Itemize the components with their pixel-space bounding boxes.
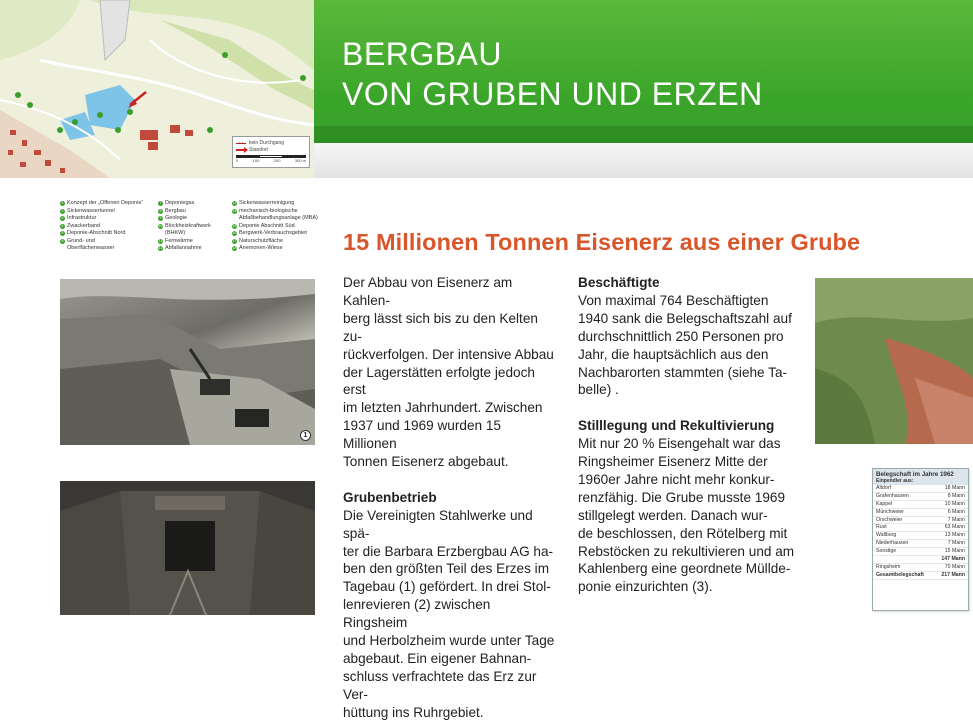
cell-text: Grafenhausen (876, 492, 909, 499)
section-heading: Stilllegung und Rekultivierung (578, 418, 775, 434)
body-line: Die Vereinigten Stahlwerke und spä- (343, 507, 533, 541)
map-key-number-badge: 13 (232, 201, 237, 205)
body-line: stillgelegt werden. Danach wur- (578, 507, 768, 523)
map-key-number-badge: 1 (61, 201, 64, 205)
cell-text: Infrastruktur (67, 215, 97, 221)
map-key-item (60, 215, 155, 223)
body-line: im letzten Jahrhundert. Zwischen (343, 400, 543, 416)
location-arrow-icon (236, 149, 246, 151)
cell-text: 147 Mann (941, 556, 965, 563)
body-line: Von maximal 764 Beschäftigten (578, 292, 769, 308)
body-line: Der Abbau von Eisenerz am Kahlen- (343, 275, 513, 308)
map-key-item (232, 200, 322, 208)
section-heading: Beschäftigte (578, 275, 660, 290)
photo-number-badge: 1 (300, 430, 311, 441)
subtotal-row (873, 556, 968, 564)
map-key-item (60, 238, 155, 246)
body-line: berg lässt sich bis zu den Kelten zu- (343, 310, 538, 344)
cell-text: Abfallannahme (165, 245, 202, 251)
open-pit-photo (60, 279, 315, 445)
banner-stripe (314, 126, 973, 143)
cell-text: Sickerwasserreinigung (239, 200, 295, 206)
cell-text: 8 Mann (947, 492, 965, 499)
map-key-number-badge: 15 (232, 223, 237, 228)
page-title-line-2: VON GRUBEN UND ERZEN (342, 76, 763, 112)
map-key-item (158, 215, 230, 223)
map-key-item (232, 208, 322, 216)
body-line: Jahr, die hauptsächlich aus den (578, 346, 769, 362)
body-line: schluss verfrachtete das Erz zur Ver- (343, 668, 537, 702)
map-key-item (158, 208, 230, 216)
cell-text: 7 Mann (947, 516, 965, 523)
title-banner (314, 0, 973, 143)
scale-label: 300 m (294, 158, 306, 163)
cell-text: Deponie Abschnitt Süd (239, 222, 295, 229)
banner-shadow (314, 143, 973, 178)
body-line: abgebaut. Ein eigener Bahnan- (343, 651, 532, 667)
cell-text: Zwackerband (67, 222, 101, 229)
body-line: 1937 und 1969 wurden 15 Millionen (343, 418, 501, 452)
body-line: rückverfolgen. Der intensive Abbau (343, 346, 554, 362)
map-key-number-badge: 12 (158, 246, 163, 250)
body-line: Rebstöcken zu rekultivieren und am (578, 543, 795, 559)
cell-text: Blockheizkraftwerk (165, 222, 211, 229)
map-key-item (158, 200, 230, 208)
map-key-number-badge: 7 (159, 201, 162, 205)
site-map (0, 0, 314, 178)
body-line: 1960er Jahre nicht mehr konkur- (578, 471, 775, 487)
map-key-item (60, 223, 155, 231)
map-key-number-badge: 17 (232, 238, 237, 243)
article-headline: 15 Millionen Tonnen Eisenerz aus einer Grube (343, 229, 861, 255)
text-column-left (343, 274, 558, 722)
total-row (873, 572, 968, 580)
cell-text: Sickerwassertunnel (67, 207, 115, 214)
map-key-item (158, 238, 230, 246)
aerial-landfill-photo (815, 278, 973, 444)
body-line: und Herbolzheim wurde unter Tage (343, 633, 555, 649)
body-line: belle) . (578, 382, 619, 398)
map-key (60, 200, 320, 260)
body-line: renzfähig. Die Grube musste 1969 (578, 489, 786, 505)
text-column-right (578, 274, 796, 596)
map-key-item (232, 215, 322, 223)
cell-text: Altdorf (876, 485, 891, 491)
cell-text: 15 Mann (944, 548, 965, 555)
table-row (873, 501, 968, 509)
map-key-column-2 (158, 200, 230, 253)
map-key-item (60, 230, 155, 238)
body-line: ben den größten Teil des Erzes im (343, 561, 550, 577)
cell-text: 13 Mann (944, 532, 965, 539)
section-heading: Grubenbetrieb (343, 489, 437, 505)
map-key-number-badge: 14 (232, 208, 237, 213)
map-key-item (158, 230, 230, 238)
table-row (873, 564, 968, 572)
map-key-number-badge: 6 (61, 238, 64, 243)
cell-text: Naturschutzfläche (239, 237, 284, 244)
scale-label: 100 (252, 158, 260, 163)
body-line: Kahlenberg eine geordnete Mülldе- (578, 561, 791, 577)
table-row (873, 509, 968, 517)
cell-text: Rust (876, 524, 887, 531)
table-row (873, 485, 968, 493)
cell-text: Gesamtbelegschaft (876, 571, 924, 578)
scale-label: 0 (236, 158, 239, 163)
cell-text: Niederhausen (876, 540, 909, 547)
cell-text: (BHKW) (165, 230, 186, 236)
page-title-line-1: BERGBAU (342, 36, 502, 72)
tunnel-photo (60, 481, 315, 615)
body-line: Ringsheimer Eisenerz Mitte der (578, 454, 768, 470)
cell-text: Deponie-Abschnitt Nord (67, 230, 126, 236)
cell-text: Bergwerk-Verbrauchsgebiet (239, 230, 307, 236)
body-line: ter die Barbara Erzbergbau AG ha- (343, 543, 554, 559)
table-row (873, 532, 968, 540)
map-key-item (60, 200, 155, 208)
cell-text: Oberflächenwasser (67, 245, 115, 251)
cell-text: 10 Mann (944, 500, 965, 507)
map-key-column-3 (232, 200, 322, 253)
table-row (873, 548, 968, 556)
map-key-item (232, 230, 322, 238)
staff-table-subtitle: Einpendler aus: (876, 478, 914, 484)
scale-label: 200 (273, 158, 281, 163)
map-key-column-1 (60, 200, 155, 253)
cell-text: Sonstige (876, 548, 897, 555)
scale-labels (236, 158, 306, 163)
cell-text: Wallburg (876, 532, 897, 539)
cell-text: Ringsheim (876, 563, 901, 570)
map-key-item (158, 245, 230, 253)
map-key-number-badge: 4 (61, 223, 64, 228)
map-key-number-badge: 2 (61, 208, 64, 213)
body-line: ponie einzurichten (3). (578, 579, 713, 595)
cell-text: Abfallbehandlungsanlage (MBA) (239, 215, 318, 221)
cell-text: Kappel (876, 500, 893, 507)
cell-text: 6 Mann (947, 508, 965, 515)
body-line: 1940 sank die Belegschaftszahl auf (578, 310, 792, 326)
cell-text: 18 Mann (944, 485, 965, 491)
cell-text: Fernwärme (165, 237, 193, 244)
staff-table-title: Belegschaft im Jahre 1962 (876, 471, 954, 478)
body-line: durchschnittlich 250 Personen pro (578, 328, 784, 344)
map-legend (232, 136, 310, 168)
cell-text: Grund- und (67, 237, 95, 244)
map-key-number-badge: 11 (158, 238, 163, 243)
map-key-item (232, 245, 322, 253)
legend-location: Standort (249, 146, 268, 153)
map-key-number-badge: 18 (232, 246, 237, 250)
map-key-number-badge: 8 (159, 208, 162, 213)
cell-text: Orschweier (876, 516, 903, 523)
cell-text: Konzept der „Offenen Deponie“ (67, 200, 144, 206)
body-line: lenrevieren (2) zwischen Ringsheim (343, 597, 491, 631)
table-row (873, 524, 968, 532)
cell-text: Anemonen-Wiese (239, 245, 283, 251)
cell-text: mechanisch-biologische (239, 207, 298, 214)
map-key-item (60, 208, 155, 216)
cell-text: 7 Mann (947, 540, 965, 547)
table-row (873, 540, 968, 548)
cell-text: 70 Mann (944, 563, 965, 570)
staff-table-header (873, 469, 968, 485)
cell-text: Bergbau (165, 207, 186, 214)
body-line: der Lagerstätten erfolgte jedoch erst (343, 364, 535, 398)
map-key-number-badge: 10 (158, 223, 163, 228)
cell-text: Münchweier (876, 508, 904, 515)
legend-no-passage: kein Durchgang (249, 139, 285, 146)
map-key-number-badge: 5 (61, 231, 64, 235)
no-passage-symbol (236, 142, 246, 144)
body-line: Tonnen Eisenerz abgebaut. (343, 454, 509, 470)
cell-text: 63 Mann (944, 524, 965, 531)
map-key-item (158, 223, 230, 231)
map-key-number-badge: 3 (61, 216, 64, 220)
cell-text: 217 Mann (941, 571, 965, 578)
body-line: Mit nur 20 % Eisengehalt war das (578, 436, 781, 452)
cell-text: Deponiegas (165, 200, 195, 206)
map-key-item (232, 238, 322, 246)
body-line: de beschlossen, den Rötelberg mit (578, 525, 788, 541)
body-line: hüttung ins Ruhrgebiet. (343, 704, 484, 720)
map-key-number-badge: 9 (159, 216, 162, 220)
table-row (873, 517, 968, 525)
staff-table (872, 468, 969, 611)
map-key-item (60, 245, 155, 253)
map-key-number-badge: 16 (232, 231, 237, 235)
body-line: Nachbarorten stammten (siehe Ta- (578, 364, 788, 380)
table-row (873, 493, 968, 501)
map-key-item (232, 223, 322, 231)
cell-text: Geologie (165, 215, 188, 221)
body-line: Tagebau (1) gefördert. In drei Stol- (343, 579, 551, 595)
